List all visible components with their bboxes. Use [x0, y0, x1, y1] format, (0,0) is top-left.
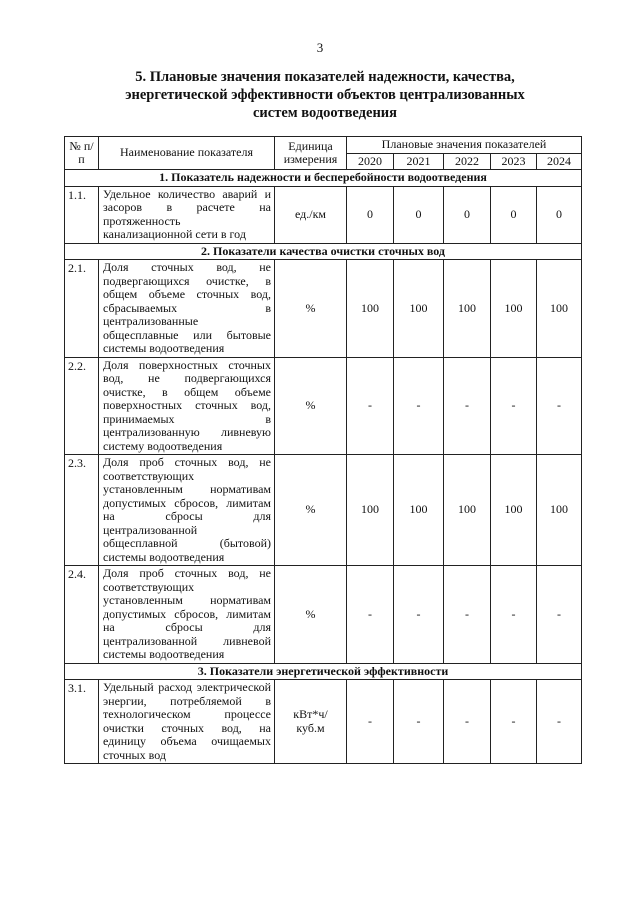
value-cell: 0: [444, 186, 491, 243]
row-number: 2.3.: [65, 455, 99, 566]
indicator-name: Удельное количество аварий и засоров в расчете на протяженность канализационной сети в год: [99, 186, 275, 243]
value-cell: 100: [444, 455, 491, 566]
value-cell: 0: [537, 186, 582, 243]
header-num: № п/п: [65, 137, 99, 170]
row-number: 2.4.: [65, 566, 99, 664]
value-cell: -: [444, 680, 491, 764]
row-number: 1.1.: [65, 186, 99, 243]
header-year: 2021: [394, 153, 444, 170]
value-cell: 100: [491, 455, 537, 566]
unit-cell: %: [275, 566, 347, 664]
value-cell: 100: [394, 455, 444, 566]
unit-cell: %: [275, 357, 347, 455]
title-line-3: систем водоотведения: [252, 105, 398, 121]
table-header-row: [65, 137, 582, 154]
header-name: Наименование показателя: [99, 137, 275, 170]
value-cell: 100: [394, 260, 444, 358]
header-planned: Плановые значения показателей: [347, 137, 582, 154]
value-cell: -: [444, 357, 491, 455]
title-line-2: энергетической эффективности объектов централизованных: [125, 87, 525, 103]
unit-cell: %: [275, 455, 347, 566]
section-row: [65, 663, 582, 680]
header-year: 2020: [347, 153, 394, 170]
value-cell: -: [537, 357, 582, 455]
title-line-1: 5. Плановые значения показателей надежности, качества,: [135, 69, 515, 85]
section-title: 1. Показатель надежности и бесперебойности водоотведения: [65, 170, 582, 187]
value-cell: 100: [537, 260, 582, 358]
section-row: [65, 243, 582, 260]
value-cell: 0: [394, 186, 444, 243]
indicator-name: Доля сточных вод, не подвергающихся очистке, в общем объеме сточных вод, сбрасываемых в централизованные общесплавные или бытовые системы водоотведения: [99, 260, 275, 358]
unit-cell: %: [275, 260, 347, 358]
value-cell: -: [491, 566, 537, 664]
table-row: [65, 357, 582, 455]
header-year: 2023: [491, 153, 537, 170]
header-unit: Единица измерения: [275, 137, 347, 170]
row-number: 3.1.: [65, 680, 99, 764]
value-cell: -: [394, 680, 444, 764]
value-cell: 100: [537, 455, 582, 566]
unit-cell: ед./км: [275, 186, 347, 243]
row-number: 2.2.: [65, 357, 99, 455]
unit-cell: кВт*ч/ куб.м: [275, 680, 347, 764]
section-title: 2. Показатели качества очистки сточных вод: [65, 243, 582, 260]
value-cell: 0: [491, 186, 537, 243]
value-cell: -: [394, 566, 444, 664]
document-title: [90, 68, 560, 122]
value-cell: -: [491, 357, 537, 455]
row-number: 2.1.: [65, 260, 99, 358]
value-cell: 100: [347, 260, 394, 358]
page-number: 3: [316, 40, 324, 55]
header-year: 2022: [444, 153, 491, 170]
indicator-name: Доля проб сточных вод, не соответствующих установленным нормативам допустимых сбросов, лимитам на сбросы для централизованной общесплавной (бытовой) системы водоотведения: [99, 455, 275, 566]
indicator-name: Доля поверхностных сточных вод, не подвергающихся очистке, в общем объеме поверхностных сточных вод, принимаемых в централизованную ливневую систему водоотведения: [99, 357, 275, 455]
value-cell: 100: [491, 260, 537, 358]
value-cell: 100: [444, 260, 491, 358]
table-row: [65, 566, 582, 664]
value-cell: -: [347, 357, 394, 455]
value-cell: 0: [347, 186, 394, 243]
header-year: 2024: [537, 153, 582, 170]
value-cell: -: [537, 566, 582, 664]
table-row: [65, 680, 582, 764]
value-cell: -: [347, 680, 394, 764]
value-cell: 100: [347, 455, 394, 566]
value-cell: -: [444, 566, 491, 664]
indicator-name: Доля проб сточных вод, не соответствующих установленным нормативам допустимых сбросов, лимитам на сбросы для централизованной ливневой системы водоотведения: [99, 566, 275, 664]
value-cell: -: [347, 566, 394, 664]
table-row: [65, 260, 582, 358]
value-cell: -: [491, 680, 537, 764]
section-title: 3. Показатели энергетической эффективности: [65, 663, 582, 680]
indicators-table: [64, 136, 582, 764]
value-cell: -: [537, 680, 582, 764]
table-row: [65, 186, 582, 243]
table-row: [65, 455, 582, 566]
section-row: [65, 170, 582, 187]
indicator-name: Удельный расход электрической энергии, потребляемой в технологическом процессе очистки сточных вод, на единицу объема очищаемых сточных вод: [99, 680, 275, 764]
value-cell: -: [394, 357, 444, 455]
